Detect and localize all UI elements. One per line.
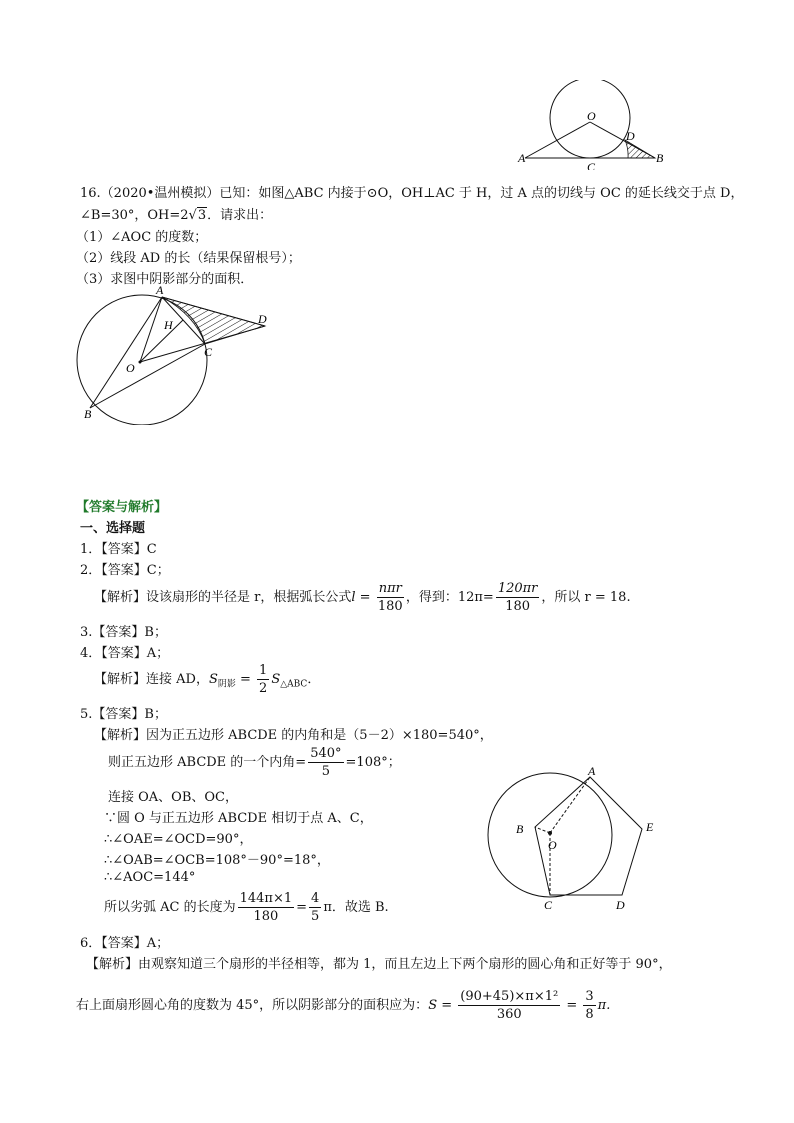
a2-f2-bot: 180 (505, 599, 531, 614)
label-c: C (587, 160, 596, 170)
a5-line6: ∴∠OAB=∠OCB=108°－90°=18°， (104, 853, 330, 868)
a2-end: ，所以 r = 18. (541, 590, 631, 605)
a6-l2-pre: 右上面扇形圆心角的度数为 45°，所以阴影部分的面积应为： (76, 998, 429, 1013)
a4-fraction (257, 662, 269, 697)
label-o: O (548, 838, 557, 852)
label-d: D (616, 898, 625, 912)
a5-l2-fraction (308, 745, 343, 780)
a5-l8-pre: 所以劣弧 AC 的长度为 (104, 900, 236, 915)
a6-f2-bot: 8 (585, 1007, 594, 1022)
line-oa (140, 297, 162, 362)
a5-l8-end: π．故选 B. (323, 900, 389, 915)
label-c: C (544, 898, 553, 912)
label-b: B (84, 407, 92, 421)
q16-line1: 16.（2020•温州模拟）已知：如图△ABC 内接于⊙O，OH⊥AC 于 H，过 A 点的切线与 OC 的延长线交于点 D， (80, 186, 744, 201)
q16-line2-radicand: 3 (197, 208, 207, 223)
a2-f2-top: 120πr (497, 581, 538, 596)
a6-eq: = (562, 998, 582, 1013)
section-title: 一、选择题 (80, 521, 146, 536)
a5-line4: ∵圆 O 与正五边形 ABCDE 相切于点 A、C， (104, 811, 373, 826)
a4-f-bot: 2 (259, 681, 268, 696)
a4-s: S (208, 672, 218, 687)
label-c: C (204, 345, 213, 359)
a6-f-bot: 360 (496, 1007, 522, 1022)
label-e: E (646, 820, 654, 834)
figure-q16 (70, 280, 280, 425)
a5-l8-eq: = (296, 900, 308, 915)
a6-end: π. (597, 998, 611, 1013)
label-o: O (587, 109, 596, 123)
label-o: O (126, 361, 135, 375)
a2-eq: = (355, 590, 375, 605)
a5-l2-pre: 则正五边形 ABCDE 的一个内角= (108, 755, 307, 770)
point-o (139, 361, 142, 364)
a2-pre: 【解析】设该扇形的半径是 r，根据弧长公式 (94, 590, 352, 605)
answer-2-explanation (94, 580, 631, 615)
label-a: A (588, 765, 596, 778)
a2-mid: ，得到：12π= (405, 590, 494, 605)
a2-f1-top: nπr (378, 581, 402, 596)
a6-line1: 【解析】由观察知道三个扇形的半径相等，都为 1，而且左边上下两个扇形的圆心角和正好等于 90°， (86, 957, 672, 972)
a6-line2 (76, 988, 610, 1023)
point-o (548, 831, 552, 835)
answers-header: 【答案与解析】 (76, 500, 168, 515)
line-oa (550, 777, 590, 833)
figure-top-circle-tangent (510, 80, 670, 170)
label-a: A (156, 283, 164, 297)
figure-pentagon (480, 765, 680, 915)
a5-l8-fraction (238, 890, 295, 925)
label-b: B (516, 822, 524, 836)
answer-3: 3.【答案】B； (80, 625, 167, 640)
a5-l8-bot2: 5 (311, 909, 320, 924)
shaded-region (162, 297, 265, 344)
a6-f-top: (90+45)×π×1² (460, 989, 559, 1004)
a5-l8-fraction-2 (309, 890, 321, 925)
q16-line2-c: ．请求出： (207, 208, 273, 223)
answer-5: 5.【答案】B； (80, 707, 167, 722)
a5-line8 (104, 890, 389, 925)
q16-sub1: （1）∠AOC 的度数； (76, 230, 208, 245)
label-d: D (626, 129, 635, 143)
q16-sub2: （2）线段 AD 的长（结果保留根号）； (76, 251, 301, 266)
line-ob (535, 827, 550, 833)
a5-l8-top2: 4 (311, 891, 320, 906)
a5-line2 (108, 745, 401, 780)
a5-l2-end: =108°； (345, 755, 401, 770)
line-bc (90, 344, 205, 408)
line-ob (590, 122, 655, 158)
a4-end: ． (307, 672, 321, 687)
a4-f-top: 1 (259, 663, 268, 678)
label-d: D (258, 312, 267, 326)
a2-l: l (351, 590, 356, 605)
a5-l8-bot: 180 (253, 909, 279, 924)
a5-line7: ∴∠AOC=144° (104, 870, 196, 885)
a2-fraction-2 (496, 580, 540, 615)
a4-pre: 【解析】连接 AD， (94, 672, 209, 687)
label-h: H (164, 318, 173, 332)
a4-sub: 阴影 (217, 679, 236, 690)
answer-4: 4．【答案】A； (80, 646, 170, 661)
a2-fraction-1 (377, 580, 404, 615)
a5-line3: 连接 OA、OB、OC， (108, 790, 238, 805)
answer-1: 1．【答案】C (80, 542, 157, 557)
a5-l8-top: 144π×1 (239, 891, 293, 906)
a5-line1: 【解析】因为正五边形 ABCDE 的内角和是（5－2）×180=540°， (94, 728, 493, 743)
q16-line2-a: ∠B=30°，OH=2 (80, 208, 189, 223)
sqrt-symbol: √ (188, 208, 197, 223)
q16-sub3: （3）求图中阴影部分的面积． (76, 272, 254, 287)
line-oa (525, 122, 590, 158)
a6-fraction-2 (583, 988, 595, 1023)
pentagon-abcde (535, 777, 642, 895)
answer-4-explanation (94, 662, 320, 697)
a2-f1-bot: 180 (377, 599, 403, 614)
a4-sub2: △ABC (280, 679, 308, 690)
answer-2: 2．【答案】C； (80, 563, 170, 578)
label-b: B (656, 151, 664, 165)
a5-l2-top: 540° (310, 746, 342, 761)
a5-line5: ∴∠OAE=∠OCD=90°， (104, 832, 253, 847)
a5-l2-bot: 5 (321, 764, 330, 779)
a6-s: S = (428, 998, 457, 1013)
label-a: A (518, 151, 526, 165)
a6-f2-top: 3 (585, 989, 594, 1004)
a4-eq: = (235, 672, 256, 687)
answer-6: 6．【答案】A； (80, 936, 170, 951)
q16-line2 (80, 204, 272, 223)
line-ab (90, 297, 162, 408)
a4-s2: S (271, 672, 281, 687)
a6-fraction (458, 988, 560, 1023)
